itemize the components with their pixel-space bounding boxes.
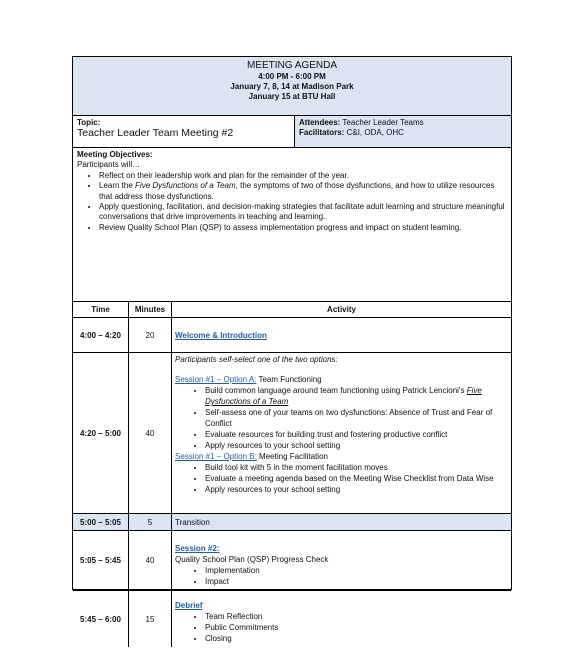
table-row: [73, 591, 511, 648]
list-item: • Apply resources to your school setting: [205, 440, 508, 451]
list-item: • Apply resources to your school setting: [205, 484, 508, 495]
debrief-list: [175, 611, 508, 644]
list-item: • Impact: [205, 576, 508, 587]
table-row: [73, 531, 511, 591]
row-time: 5:00 – 5:05: [80, 517, 121, 527]
table-row: [73, 514, 511, 531]
row-minutes: 40: [145, 428, 155, 438]
objectives-heading: Meeting Objectives:: [77, 150, 153, 159]
topic-label: Topic:: [77, 118, 101, 127]
attendees-value: Teacher Leader Teams: [342, 118, 424, 127]
session1-option-a-link[interactable]: Session #1 – Option A:: [175, 375, 257, 384]
topic-row: [73, 116, 511, 148]
row-time: 5:45 – 6:00: [80, 614, 121, 624]
list-item: • Closing: [205, 633, 508, 644]
list-item: • Public Commitments: [205, 622, 508, 633]
table-header-row: [73, 302, 511, 318]
topic-value: Teacher Leader Team Meeting #2: [77, 127, 234, 139]
option-b-title: Meeting Facilitation: [256, 452, 328, 461]
agenda-header: [73, 57, 511, 116]
row-minutes: 20: [145, 330, 155, 340]
row-minutes: 40: [145, 556, 155, 565]
objective-item: • Review Quality School Plan (QSP) to assess implementation progress and impact on student learning.: [99, 223, 507, 233]
facilitators-value: C&I, ODA, OHC: [346, 128, 404, 137]
welcome-link[interactable]: Welcome & Introduction: [175, 330, 267, 340]
list-item: • Evaluate a meeting agenda based on the Meeting Wise Checklist from Data Wise: [205, 473, 508, 484]
options-intro: Participants self-select one of the two options:: [175, 355, 338, 364]
topic-cell: [73, 116, 295, 147]
agenda-dates-2: January 15 at BTU Hall: [248, 92, 336, 101]
option-b-list: [175, 462, 508, 495]
list-item: • Self-assess one of your teams on two dysfunctions: Absence of Trust and Fear of Conflict: [205, 407, 508, 429]
option-a-title: Team Functioning: [256, 375, 322, 384]
session1-option-b-link[interactable]: Session #1 – Option B:: [175, 452, 257, 461]
debrief-link[interactable]: Debrief: [175, 601, 203, 610]
agenda-document: [72, 56, 512, 643]
option-a-list: [175, 385, 508, 451]
agenda-time: 4:00 PM - 6:00 PM: [258, 72, 326, 81]
header-minutes: Minutes: [134, 305, 166, 314]
header-time: Time: [91, 305, 110, 314]
agenda-dates-1: January 7, 8, 14 at Madison Park: [230, 82, 354, 91]
row-time: 4:20 – 5:00: [80, 428, 121, 438]
attendees-label: Attendees:: [299, 118, 341, 127]
facilitators-label: Facilitators:: [299, 128, 345, 137]
list-item: • Team Reflection: [205, 611, 508, 622]
table-row: [73, 353, 511, 514]
list-item: • Build tool kit with 5 in the moment facilitation moves: [205, 462, 508, 473]
list-item: • Build common language around team functioning using Patrick Lencioni's Five Dysfunctions of a Team: [205, 385, 508, 407]
row-minutes: 15: [145, 614, 155, 624]
agenda-title: MEETING AGENDA: [246, 60, 337, 71]
objective-item: • Learn the Five Dysfunctions of a Team, the symptoms of two of those dysfunctions, and how to utilize resources that address those dysfunctions.: [99, 181, 507, 202]
session2-title: Quality School Plan (QSP) Progress Check: [175, 555, 329, 564]
list-item: • Implementation: [205, 565, 508, 576]
list-item: • Evaluate resources for building trust and fostering productive conflict: [205, 429, 508, 440]
session2-link[interactable]: Session #2:: [175, 544, 220, 553]
attendees-cell: [295, 116, 511, 147]
row-time: 4:00 – 4:20: [80, 330, 121, 340]
table-row: [73, 318, 511, 353]
session2-list: [175, 565, 508, 587]
objectives-intro: Participants will…: [77, 160, 141, 170]
objectives-section: [73, 148, 511, 302]
objective-item: • Apply questioning, facilitation, and decision-making strategies that facilitate adult learning and structure meaningful conversations that drive improvements in teaching and learning.: [99, 202, 507, 223]
row-time: 5:05 – 5:45: [80, 556, 121, 565]
objective-item: • Reflect on their leadership work and plan for the remainder of the year.: [99, 171, 507, 181]
objectives-list: [77, 171, 507, 233]
header-activity: Activity: [327, 305, 356, 314]
row-minutes: 5: [147, 517, 153, 527]
transition-label: Transition: [175, 517, 210, 527]
